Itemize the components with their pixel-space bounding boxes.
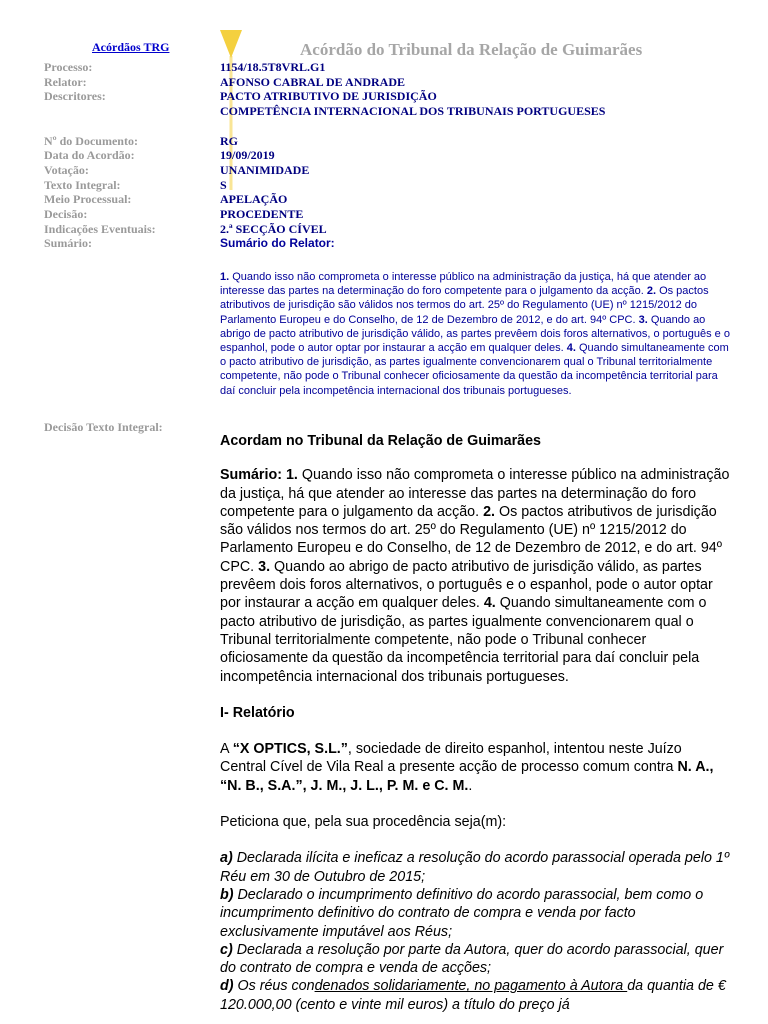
metadata-row xyxy=(44,75,744,90)
metadata-row xyxy=(44,163,744,178)
metadata-label: Descritores: xyxy=(44,89,106,104)
sumario-relator-text: 1. Quando isso não comprometa o interesse público na administração da justiça, há que atender ao interesse das partes na determinação do foro competente para o julgamento da acção. 2. Os pactos atributivos de jurisdição são válidos nos termos do art. 25º do Regulamento (UE) nº 1215/2012 do Parlamento Europeu e do Conselho, de 12 de Dezembro de 2012, e do art. 94º CPC. 3. Quando ao abrigo de pacto atributivo de jurisdição válido, as partes prevêem dois foros alternativos, o português e o espanhol, pode o autor optar por instaurar a acção em qualquer deles. 4. Quando simultaneamente com o pacto atributivo de jurisdição, as partes igualmente convencionarem qual o Tribunal territorialmente competente, não pode o Tribunal conhecer oficiosamente da questão da incompetência territorial para daí concluir pela incompetência internacional dos tribunais portugueses. xyxy=(220,271,730,397)
metadata-value: 19/09/2019 xyxy=(220,148,275,163)
metadata-label: Relator: xyxy=(44,74,87,89)
metadata-row xyxy=(44,60,744,75)
metadata-value: RG xyxy=(220,133,238,148)
metadata-row xyxy=(44,89,744,104)
metadata-row xyxy=(44,119,744,134)
metadata-label: Meio Processual: xyxy=(44,192,132,207)
metadata-value: UNANIMIDADE xyxy=(220,162,310,177)
decisao-texto-integral-label: Decisão Texto Integral: xyxy=(44,420,163,434)
metadata-value: COMPETÊNCIA INTERNACIONAL DOS TRIBUNAIS PORTUGUESES xyxy=(220,104,606,119)
metadata-row xyxy=(44,148,744,163)
metadata-label: Data do Acordão: xyxy=(44,148,135,163)
acordaos-trg-link[interactable]: Acórdãos TRG xyxy=(92,40,170,54)
metadata-row xyxy=(44,192,744,207)
metadata-value: AFONSO CABRAL DE ANDRADE xyxy=(220,74,406,89)
sumario-relator-heading: Sumário do Relator: xyxy=(220,236,335,250)
sumario-paragraph: Sumário: 1. Quando isso não comprometa o interesse público na administração da justiça, há que atender ao interesse das partes na determinação do foro competente para o julgamento da acção. 2. Os pactos atributivos de jurisdição são válidos nos termos do art. 25º do Regulamento (UE) nº 1215/2012 do Parlamento Europeu e do Conselho, de 12 de Dezembro de 2012, e do art. 94º CPC. 3. Quando ao abrigo de pacto atributivo de jurisdição válido, as partes prevêem dois foros alternativos, o português e o espanhol, pode o autor optar por instaurar a acção em qualquer deles. 4. Quando simultaneamente com o pacto atributivo de jurisdição, as partes igualmente convencionarem qual o Tribunal territorialmente competente, não pode o Tribunal conhecer oficiosamente da questão da incompetência territorial para daí concluir pela incompetência internacional dos tribunais portugueses. xyxy=(220,467,730,685)
decision-full-text xyxy=(220,432,730,1014)
relatorio-heading: I- Relatório xyxy=(220,704,295,721)
metadata-label: Decisão: xyxy=(44,207,88,221)
metadata-value: S xyxy=(220,177,227,192)
metadata-label: Sumário: xyxy=(44,236,92,251)
metadata-row xyxy=(44,134,744,149)
metadata-value: 2.ª SECÇÃO CÍVEL xyxy=(220,221,327,236)
metadata-value: 1154/18.5T8VRL.G1 xyxy=(220,60,326,74)
metadata-label: Indicações Eventuais: xyxy=(44,221,156,236)
metadata-value: PACTO ATRIBUTIVO DE JURISDIÇÃO xyxy=(220,89,437,104)
acordam-heading: Acordam no Tribunal da Relação de Guimarães xyxy=(220,433,541,449)
metadata-value: PROCEDENTE xyxy=(220,207,304,221)
metadata-label: Processo: xyxy=(44,60,93,74)
page-title: Acórdão do Tribunal da Relação de Guimarães xyxy=(300,40,643,59)
metadata-row xyxy=(44,222,744,237)
metadata-label: Votação: xyxy=(44,162,89,177)
metadata-label: Nº do Documento: xyxy=(44,133,138,148)
sumario-relator xyxy=(220,236,730,398)
metadata-row xyxy=(44,104,744,119)
requests-list: a) Declarada ilícita e ineficaz a resolução do acordo parassocial operada pelo 1º Réu em 30 de Outubro de 2015; b) Declarado o incumprimento definitivo do acordo parassocial, bem como o incumprimento definitivo do contrato de compra e venda por facto exclusivamente imputável aos Réus; c) Declarada a resolução por parte da Autora, quer do acordo parassocial, quer do contrato de compra e venda de acções; d) Os réus condenados solidariamente, no pagamento à Autora da quantia de € 120.000,00 (cento e vinte mil euros) a título do preço já xyxy=(220,850,730,1013)
metadata-label: Texto Integral: xyxy=(44,177,121,192)
metadata-value: APELAÇÃO xyxy=(220,192,288,207)
metadata-row xyxy=(44,178,744,193)
intro-paragraph: A “X OPTICS, S.L.”, sociedade de direito espanhol, intentou neste Juízo Central Cível de Vila Real a presente acção de processo comum contra N. A., “N. B., S.A.”, J. M., J. L., P. M. e C. M.. xyxy=(220,741,714,794)
peticiona-paragraph: Peticiona que, pela sua procedência seja(m): xyxy=(220,814,507,831)
metadata-row xyxy=(44,207,744,222)
